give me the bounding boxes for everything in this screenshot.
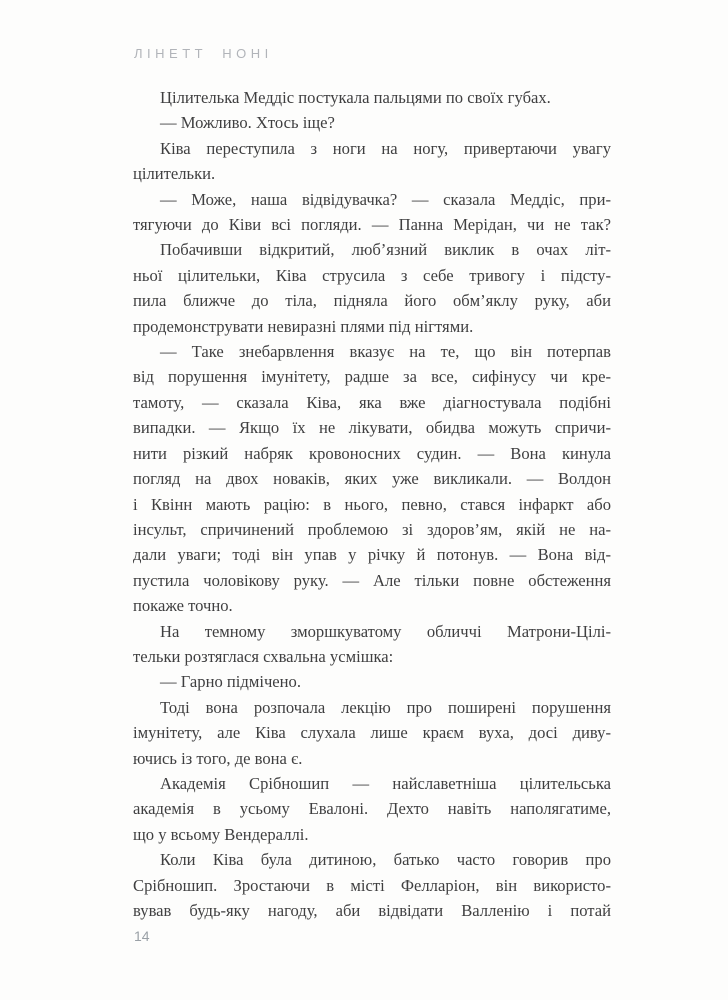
text-line: і Квінн мають рацію: в нього, певно, стався інфаркт або	[133, 494, 611, 514]
text-line: — Гарно підмічено.	[160, 672, 301, 692]
text-line: цілительки.	[133, 164, 216, 184]
text-line: погляд на двох новаків, яких уже викликали. — Волдон	[133, 469, 611, 489]
text-line: Академія Срібношип — найславетніша цілительська	[160, 773, 611, 793]
running-header: ЛІНЕТТ НОНІ	[134, 46, 273, 61]
text-line: тягуючи до Ківи всі погляди. — Панна Мерідан, чи не так?	[133, 215, 611, 235]
text-line: що у всьому Вендераллі.	[133, 824, 309, 844]
text-line: — Таке знебарвлення вказує на те, що він потерпав	[160, 342, 611, 362]
body-text	[133, 85, 611, 923]
text-line: Побачивши відкритий, люб’язний виклик в очах літ-	[160, 240, 611, 260]
text-line: нити різкий набряк кровоносних судин. — Вона кинула	[133, 443, 611, 463]
text-line: дали уваги; тоді він упав у річку й потонув. — Вона від-	[133, 545, 611, 565]
text-line: інсульт, спричинений проблемою зі здоров’ям, якій не на-	[133, 519, 611, 539]
text-line: Ківа переступила з ноги на ногу, привертаючи увагу	[160, 138, 611, 158]
text-line: пустила чоловікову руку. — Але тільки повне обстеження	[133, 570, 611, 590]
text-line: ньої цілительки, Ківа струсила з себе тривогу і підсту-	[133, 265, 611, 285]
text-line: Срібношип. Зростаючи в місті Фелларіон, він використо-	[133, 875, 611, 895]
text-line: вував будь-яку нагоду, аби відвідати Валленію і потай	[133, 901, 611, 920]
text-line: Тоді вона розпочала лекцію про поширені порушення	[160, 697, 611, 717]
text-line: ючись із того, де вона є.	[133, 748, 303, 768]
text-line: покаже точно.	[133, 596, 233, 616]
text-line: імунітету, але Ківа слухала лише краєм вуха, досі диву-	[133, 723, 611, 743]
text-line: Коли Ківа була дитиною, батько часто говорив про	[160, 850, 611, 870]
text-line: від порушення імунітету, радше за все, сифінусу чи кре-	[133, 367, 611, 387]
text-line: — Може, наша відвідувачка? — сказала Меддіс, при-	[160, 189, 611, 209]
text-line: продемонструвати невиразні плями під нігтями.	[133, 316, 474, 336]
text-line: тамоту, — сказала Ківа, яка вже діагностувала подібні	[133, 392, 611, 412]
text-line: — Можливо. Хтось іще?	[160, 113, 335, 133]
text-line: випадки. — Якщо їх не лікувати, обидва можуть спричи-	[133, 418, 611, 438]
text-line: пила ближче до тіла, підняла його обм’яклу руку, аби	[133, 291, 611, 311]
text-line: тельки розтяглася схвальна усмішка:	[133, 646, 394, 666]
text-line: академія в усьому Евалоні. Дехто навіть наполягатиме,	[133, 799, 611, 819]
text-line: На темному зморшкуватому обличчі Матрони-Цілі-	[160, 621, 611, 641]
page-number: 14	[134, 928, 150, 944]
text-line: Цілителька Меддіс постукала пальцями по своїх губах.	[160, 88, 551, 107]
